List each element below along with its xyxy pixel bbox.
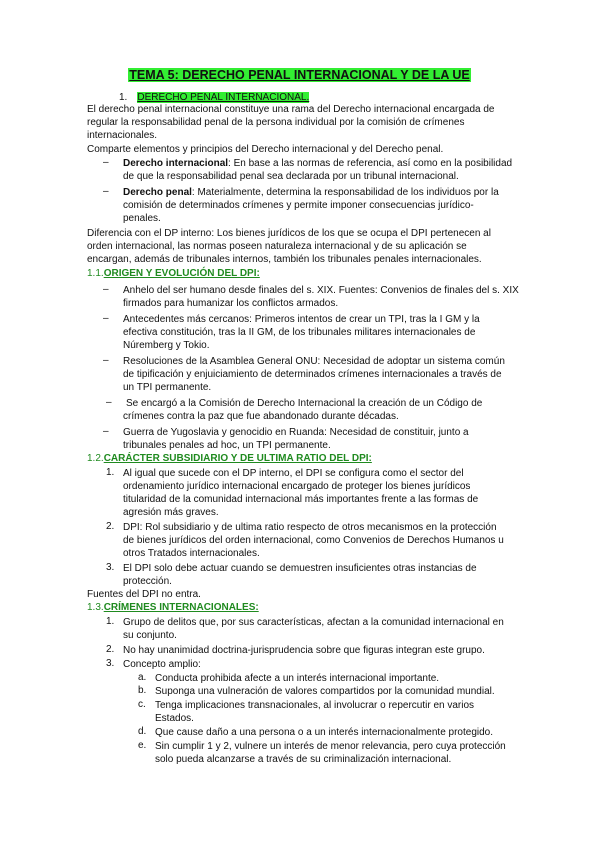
bullet-line: Anhelo del ser humano desde finales del s. XIX. Fuentes: Convenios de finales del s. XIX [123, 285, 519, 296]
list-number: 3. [106, 658, 115, 669]
list-line: Estados. [155, 713, 194, 724]
list-letter: c. [138, 699, 146, 710]
list-line: DPI: Rol subsidiario y de ultima ratio respecto de otros mecanismos en la protección [123, 522, 497, 533]
list-line: agresión más graves. [123, 507, 219, 518]
list-number: 2. [106, 644, 115, 655]
bullet-line: Antecedentes más cercanos: Primeros intentos de crear un TPI, tras la I GM y la [123, 314, 480, 325]
bullet-term: Derecho internacional [123, 158, 229, 169]
section-label: CRÍMENES INTERNACIONALES: [103, 602, 259, 613]
list-letter: d. [138, 726, 147, 737]
section-heading-1-2 [87, 453, 372, 464]
list-line: No hay unanimidad doctrina-jurisprudencia sobre que figuras integran este grupo. [123, 645, 485, 656]
list-line: otros Tratados internacionales. [123, 548, 260, 559]
paragraph-line: Fuentes del DPI no entra. [87, 589, 201, 600]
bullet-line: comisión de determinados crímenes y permite imponer consecuencias jurídico- [123, 200, 474, 211]
bullet-line: tribunales penales ad hoc, un TPI permanente. [123, 440, 331, 451]
paragraph-line: regular la responsabilidad penal de la persona individual por la comisión de crímenes [87, 117, 465, 128]
bullet-text: : En base a las normas de referencia, así como en la posibilidad [228, 158, 513, 169]
bullet-line [123, 186, 499, 199]
paragraph-line: Diferencia con el DP interno: Los bienes jurídicos de los que se ocupa el DPI pertenecen al [87, 228, 491, 239]
list-line: ordenamiento jurídico internacional encargado de proteger los bienes jurídicos [123, 481, 471, 492]
list-line: Al igual que sucede con el DP interno, el DPI se configura como el sector del [123, 468, 464, 479]
list-line: titularidad de la comunidad internacional más importantes frente a las formas de [123, 494, 479, 505]
bullet-term: Derecho penal [123, 187, 192, 198]
bullet-line: un TPI permanente. [123, 382, 212, 393]
section-number: 1.2. [87, 453, 104, 464]
list-number: 1. [106, 467, 115, 478]
list-line: Tenga implicaciones transnacionales, al involucrar o repercutir en varios [155, 700, 475, 711]
paragraph-line: encargan, además de tribunales internos, también los tribunales penales internacionales. [87, 254, 482, 265]
section-number: 1. [119, 92, 128, 103]
section-label: ORIGEN Y EVOLUCIÓN DEL DPI: [103, 268, 260, 279]
page-title [0, 68, 599, 82]
bullet-line: firmados para humanizar los conflictos armados. [123, 298, 339, 309]
bullet-line: de que la responsabilidad penal sea declarada por un tribunal internacional. [123, 171, 459, 182]
bullet-line: efectiva constitución, tras la II GM, de los tribunales militares internacionales de [123, 327, 476, 338]
bullet-text: : Materialmente, determina la responsabilidad de los individuos por la [191, 187, 499, 198]
dash-bullet: – [103, 284, 109, 295]
dash-bullet: – [103, 355, 109, 366]
bullet-line [123, 157, 512, 170]
section-label: CARÁCTER SUBSIDIARIO Y DE ULTIMA RATIO DEL DPI: [103, 453, 372, 464]
section-number: 1.3. [87, 602, 104, 613]
list-line: El DPI solo debe actuar cuando se demuestren insuficientes otras instancias de [123, 563, 477, 574]
dash-bullet: – [103, 426, 109, 437]
section-number: 1.1. [87, 268, 104, 279]
bullet-line: crímenes contra la paz que fue abandonado durante décadas. [123, 411, 399, 422]
dash-bullet: – [106, 397, 112, 408]
list-line: Concepto amplio: [123, 659, 201, 670]
section-heading-1-1 [87, 268, 260, 279]
list-number: 3. [106, 562, 115, 573]
list-number: 1. [106, 616, 115, 627]
bullet-line: Núremberg y Tokio. [123, 340, 210, 351]
list-letter: e. [138, 740, 147, 751]
bullet-line: de tipificación y enjuiciamiento de determinados crímenes internacionales a través de [123, 369, 502, 380]
list-letter: b. [138, 685, 147, 696]
paragraph-line: internacionales. [87, 130, 158, 141]
list-line: de bienes jurídicos del orden internacional, como Convenios de Derechos Humanos u [123, 535, 504, 546]
list-line: su conjunto. [123, 630, 177, 641]
list-line: solo pueda alcanzarse a través de su criminalización internacional. [155, 754, 452, 765]
section-heading-1 [119, 92, 309, 103]
list-line: Conducta prohibida afecte a un interés internacional importante. [155, 673, 440, 684]
bullet-line: Resoluciones de la Asamblea General ONU: Necesidad de adoptar un sistema común [123, 356, 505, 367]
section-heading-1-3 [87, 602, 259, 613]
dash-bullet: – [103, 186, 109, 197]
dash-bullet: – [103, 313, 109, 324]
list-line: Grupo de delitos que, por sus características, afectan a la comunidad internacional en [123, 617, 504, 628]
paragraph-line: orden internacional, las normas poseen naturaleza internacional y de su aplicación se [87, 241, 467, 252]
bullet-line: Se encargó a la Comisión de Derecho Internacional la creación de un Código de [126, 398, 483, 409]
list-line: Sin cumplir 1 y 2, vulnere un interés de menor relevancia, pero cuya protección [155, 741, 506, 752]
bullet-line: penales. [123, 213, 161, 224]
list-line: protección. [123, 576, 172, 587]
list-letter: a. [138, 672, 147, 683]
section-label: DERECHO PENAL INTERNACIONAL. [137, 92, 310, 103]
bullet-line: Guerra de Yugoslavia y genocidio en Ruanda: Necesidad de constituir, junto a [123, 427, 469, 438]
title-highlight: TEMA 5: DERECHO PENAL INTERNACIONAL Y DE LA UE [129, 68, 470, 82]
paragraph-line: El derecho penal internacional constituye una rama del Derecho internacional encargada de [87, 104, 495, 115]
list-line: Suponga una vulneración de valores compartidos por la comunidad mundial. [155, 686, 495, 697]
paragraph-line: Comparte elementos y principios del Derecho internacional y del Derecho penal. [87, 144, 444, 155]
list-line: Que cause daño a una persona o a un interés internacionalmente protegido. [155, 727, 494, 738]
list-number: 2. [106, 521, 115, 532]
dash-bullet: – [103, 157, 109, 168]
